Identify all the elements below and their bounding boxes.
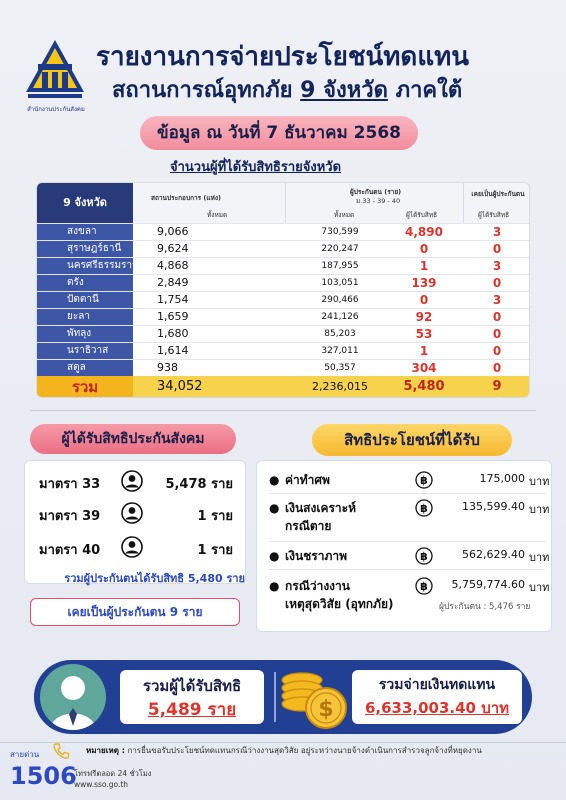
section-divider: [30, 410, 536, 411]
hotline-number[interactable]: 1506: [10, 762, 77, 790]
cell-insured-all: 327,011: [321, 346, 359, 356]
table-row: [37, 274, 530, 291]
header-establishments-sub: ทั้งหมด: [207, 211, 228, 219]
cell-entitled: 4,890: [405, 225, 443, 239]
table-row: [37, 325, 530, 342]
benefits-badge: สิทธิประโยชน์ที่ได้รับ: [312, 424, 512, 456]
cell-insured-all: 220,247: [321, 244, 359, 254]
benefit-name: เงินสงเคราะห์: [285, 501, 357, 515]
cell-insured-all: 730,599: [321, 227, 359, 237]
svg-text:฿: ฿: [420, 474, 428, 487]
table-row: [37, 342, 530, 359]
header-establishments: [133, 183, 285, 223]
header-past-label: เคยเป็นผู้ประกันตน: [471, 190, 525, 198]
footnote: [86, 744, 556, 757]
benefit-amount: 175,000: [479, 472, 525, 485]
section-label: มาตรา 33: [39, 477, 101, 492]
social-security-card: [24, 460, 246, 584]
section-row: [39, 535, 239, 561]
cell-province: สงขลา: [37, 224, 133, 241]
benefit-divider: [269, 541, 545, 542]
benefit-amount: 562,629.40: [462, 548, 525, 561]
benefit-unit: บาท: [529, 551, 550, 564]
header-insured-label: ผู้ประกันตน (ราย): [350, 188, 402, 196]
cell-entitled: 1: [419, 259, 429, 273]
header-insured: [285, 183, 463, 223]
avatar: [40, 664, 106, 730]
cell-insured-all: 187,955: [321, 261, 359, 271]
header-insured-all: ทั้งหมด: [334, 211, 355, 219]
svg-text:฿: ฿: [420, 502, 428, 515]
cell-past: 3: [492, 293, 502, 307]
cell-entitled: 139: [411, 276, 437, 290]
table-row: [37, 223, 530, 240]
baht-icon: [415, 471, 433, 489]
benefit-divider: [269, 493, 545, 494]
footer-divider: [0, 742, 566, 743]
cell-province: ตรัง: [37, 275, 133, 292]
baht-icon: [415, 577, 433, 595]
cell-entitled: 0: [419, 242, 429, 256]
cell-entitled: 92: [415, 310, 433, 324]
paid-summary-label: รวมจ่ายเงินทดแทน: [378, 677, 496, 693]
bullet-icon: ●: [269, 473, 280, 487]
past-insured-box: เคยเป็นผู้ประกันตน 9 ราย: [30, 598, 240, 626]
benefit-name-line2: กรณีตาย: [285, 519, 332, 533]
baht-icon: [415, 499, 433, 517]
cell-past: 0: [492, 310, 502, 324]
cell-entitled: 53: [415, 327, 433, 341]
cell-province: ยะลา: [37, 309, 133, 326]
total-past: 9: [492, 379, 502, 394]
cell-establishments: 1,659: [157, 310, 189, 323]
person-icon: [121, 502, 143, 524]
hotline-sub: โทรฟรีตลอด 24 ชั่วโมง: [74, 769, 152, 778]
province-table: [36, 182, 530, 398]
cell-past: 3: [492, 259, 502, 273]
header-province: 9 จังหวัด: [37, 183, 133, 223]
person-icon: [121, 536, 143, 558]
person-icon: [121, 470, 143, 492]
cell-province: สุราษฎร์ธานี: [37, 241, 133, 258]
cell-entitled: 0: [419, 293, 429, 307]
total-entitled: 5,480: [403, 379, 445, 394]
total-insured-all: 2,236,015: [312, 380, 368, 393]
total-establishments: 34,052: [157, 379, 203, 394]
table-row: [37, 308, 530, 325]
footnote-text: การยื่นขอรับประโยชน์ทดแทนกรณีว่างงานสุดวิสัย อยู่ระหว่างนายจ้างดำเนินการสำรวจลูกจ้างที่หยุดงาน: [127, 746, 482, 755]
cell-past: 0: [492, 344, 502, 358]
phone-icon: [52, 742, 70, 760]
subtitle-highlight: 9 จังหวัด: [300, 78, 388, 103]
entitled-summary-value: 5,489 ราย: [147, 700, 237, 720]
cell-insured-all: 103,051: [321, 278, 359, 288]
benefit-unit: บาท: [529, 475, 550, 488]
cell-establishments: 938: [157, 361, 178, 374]
header-establishments-label: สถานประกอบการ (แห่ง): [151, 194, 221, 202]
cell-establishments: 9,066: [157, 225, 189, 238]
cell-establishments: 1,680: [157, 327, 189, 340]
baht-icon: [415, 547, 433, 565]
paid-summary-value: 6,633,003.40 บาท: [364, 699, 510, 717]
section-label: มาตรา 40: [39, 543, 101, 558]
cell-past: 0: [492, 276, 502, 290]
hotline-label: สายด่วน: [10, 750, 40, 759]
table-row: [37, 257, 530, 274]
logo-caption: สำนักงานประกันสังคม: [27, 106, 85, 113]
paid-summary: [352, 670, 522, 724]
bullet-icon: ●: [269, 579, 280, 593]
cell-past: 0: [492, 361, 502, 375]
bullet-icon: ●: [269, 501, 280, 515]
benefit-subnote: ผู้ประกันตน : 5,476 ราย: [439, 602, 531, 612]
svg-text:฿: ฿: [420, 550, 428, 563]
cell-past: 0: [492, 242, 502, 256]
benefit-name: เงินชราภาพ: [285, 549, 348, 563]
subtitle-suffix: ภาคใต้: [395, 78, 463, 103]
website-link[interactable]: www.sso.go.th: [74, 780, 129, 789]
social-security-total: รวมผู้ประกันตนได้รับสิทธิ 5,480 ราย: [64, 572, 245, 585]
header-past-sub: ผู้ได้รับสิทธิ: [478, 211, 510, 219]
cell-past: 0: [492, 327, 502, 341]
table-header: [37, 183, 530, 223]
section-value: 5,478 ราย: [165, 477, 233, 492]
benefit-name: กรณีว่างงาน: [285, 579, 350, 593]
benefit-divider: [269, 569, 545, 570]
table-row: [37, 291, 530, 308]
svg-text:฿: ฿: [420, 580, 428, 593]
benefit-unit: บาท: [529, 503, 550, 516]
entitled-summary-label: รวมผู้ได้รับสิทธิ: [142, 677, 242, 695]
coins-icon: [272, 650, 358, 736]
table-row: [37, 240, 530, 257]
header-past: [463, 183, 530, 223]
subtitle-prefix: สถานการณ์อุทกภัย: [112, 78, 293, 103]
table-title: จำนวนผู้ที่ได้รับสิทธิรายจังหวัด: [170, 160, 342, 175]
cell-establishments: 4,868: [157, 259, 189, 272]
cell-insured-all: 50,357: [324, 363, 356, 373]
section-row: [39, 469, 239, 495]
cell-establishments: 1,754: [157, 293, 189, 306]
section-label: มาตรา 39: [39, 509, 101, 524]
page-title: รายงานการจ่ายประโยชน์ทดแทน: [96, 42, 469, 72]
cell-insured-all: 85,203: [324, 329, 356, 339]
table-total-row: [37, 376, 530, 398]
page-subtitle: [112, 72, 462, 107]
footnote-label: หมายเหตุ :: [86, 746, 125, 755]
cell-establishments: 9,624: [157, 242, 189, 255]
summary-bar: [34, 660, 532, 734]
entitled-summary: [120, 670, 264, 724]
cell-province: ปัตตานี: [37, 292, 133, 309]
benefits-card: [256, 460, 552, 632]
cell-entitled: 1: [419, 344, 429, 358]
section-value: 1 ราย: [197, 543, 233, 558]
benefit-unit: บาท: [529, 581, 550, 594]
benefit-amount: 5,759,774.60: [451, 578, 525, 591]
cell-establishments: 1,614: [157, 344, 189, 357]
avatar-icon: [40, 664, 106, 730]
section-value: 1 ราย: [197, 509, 233, 524]
cell-insured-all: 241,126: [321, 312, 359, 322]
benefit-amount: 135,599.40: [462, 500, 525, 513]
cell-province: สตูล: [37, 360, 133, 377]
date-banner: ข้อมูล ณ วันที่ 7 ธันวาคม 2568: [140, 116, 418, 150]
cell-province: นราธิวาส: [37, 343, 133, 360]
benefit-name: ค่าทำศพ: [285, 473, 330, 487]
cell-insured-all: 290,466: [321, 295, 359, 305]
cell-province: พัทลุง: [37, 326, 133, 343]
header-insured-entitled: ผู้ได้รับสิทธิ: [406, 211, 438, 219]
total-label: รวม: [37, 376, 133, 398]
benefit-name-line2: เหตุสุดวิสัย (อุทกภัย): [285, 597, 394, 611]
cell-province: นครศรีธรรมราช: [37, 258, 133, 275]
social-security-badge: ผู้ได้รับสิทธิประกันสังคม: [30, 424, 236, 454]
section-row: [39, 501, 239, 527]
header-insured-sections: ม.33 - 39 - 40: [356, 197, 401, 205]
sso-logo-icon: [24, 38, 86, 104]
svg-text:$: $: [318, 697, 334, 722]
cell-establishments: 2,849: [157, 276, 189, 289]
table-row: [37, 359, 530, 376]
cell-past: 3: [492, 225, 502, 239]
cell-entitled: 304: [411, 361, 437, 375]
bullet-icon: ●: [269, 549, 280, 563]
